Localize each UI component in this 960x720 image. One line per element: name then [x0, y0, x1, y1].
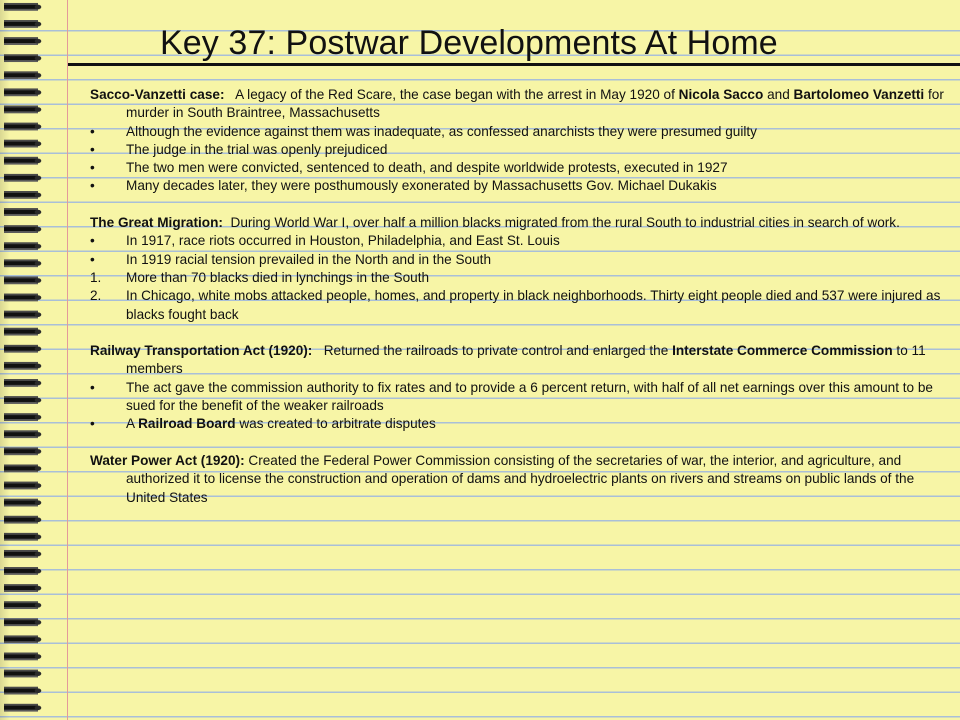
title-underline	[68, 63, 960, 66]
bullet-marker: •	[90, 251, 95, 267]
bullet-item: • A Railroad Board was created to arbitrate disputes	[90, 415, 952, 433]
bullet-marker: •	[90, 141, 95, 157]
spiral-shadow	[0, 0, 10, 720]
bullet-item: • The judge in the trial was openly prejudiced	[90, 141, 952, 159]
bullet-marker: •	[90, 233, 95, 249]
section-heading: Railway Transportation Act (1920):	[90, 343, 313, 359]
bullet-marker: •	[90, 160, 95, 176]
bullet-marker: •	[90, 178, 95, 194]
section-heading: Sacco-Vanzetti case:	[90, 87, 225, 102]
numbered-item: 2. In Chicago, white mobs attacked people, homes, and property in black neighborhoods. Thirty eight people died and 537 were injured as blacks fought back	[90, 288, 941, 322]
bullet-marker: •	[90, 379, 95, 395]
bullet-item: • Although the evidence against them was inadequate, as confessed anarchists they were presumed guilty	[90, 123, 952, 141]
bullet-item: • Many decades later, they were posthumously exonerated by Massachusetts Gov. Michael Dukakis	[90, 177, 952, 195]
numbered-item: 1. More than 70 blacks died in lynchings in the South	[90, 269, 952, 287]
bullet-item: • In 1917, race riots occurred in Houston, Philadelphia, and East St. Louis	[90, 232, 952, 250]
number-marker: 1.	[90, 269, 102, 285]
section-great-migration: The Great Migration: During World War I, over half a million blacks migrated from the rural South to industrial cities in search of work.	[90, 215, 900, 231]
bullet-item: • The act gave the commission authority to fix rates and to provide a 6 percent return, with half of all net earnings over this amount to be sued for the benefit of the weaker railroads	[90, 379, 933, 414]
section-sacco-vanzetti: Sacco-Vanzetti case: A legacy of the Red Scare, the case began with the arrest in May 1920 of Nicola Sacco and Bartolomeo Vanzetti for murder in South Braintree, Massachusetts	[90, 87, 944, 121]
section-heading: The Great Migration:	[90, 215, 223, 231]
slide-title: Key 37: Postwar Developments At Home	[160, 24, 778, 62]
bullet-marker: •	[90, 123, 95, 139]
section-railway-act: Railway Transportation Act (1920): Returned the railroads to private control and enlarged the Interstate Commerce Commission to 11 members	[90, 343, 926, 377]
margin-line	[67, 0, 68, 720]
section-water-power-act: Water Power Act (1920): Created the Federal Power Commission consisting of the secretaries of war, the interior, and agriculture, and authorized it to license the construction and operation of dams and hydroelectric plants on rivers and streams on public lands of the United States	[90, 452, 915, 505]
section-heading: Water Power Act (1920):	[90, 452, 245, 468]
bullet-item: • The two men were convicted, sentenced to death, and despite worldwide protests, executed in 1927	[90, 159, 952, 177]
bullet-item: • In 1919 racial tension prevailed in the North and in the South	[90, 251, 952, 269]
number-marker: 2.	[90, 288, 102, 304]
bullet-marker: •	[90, 416, 95, 432]
slide-body	[90, 86, 952, 507]
